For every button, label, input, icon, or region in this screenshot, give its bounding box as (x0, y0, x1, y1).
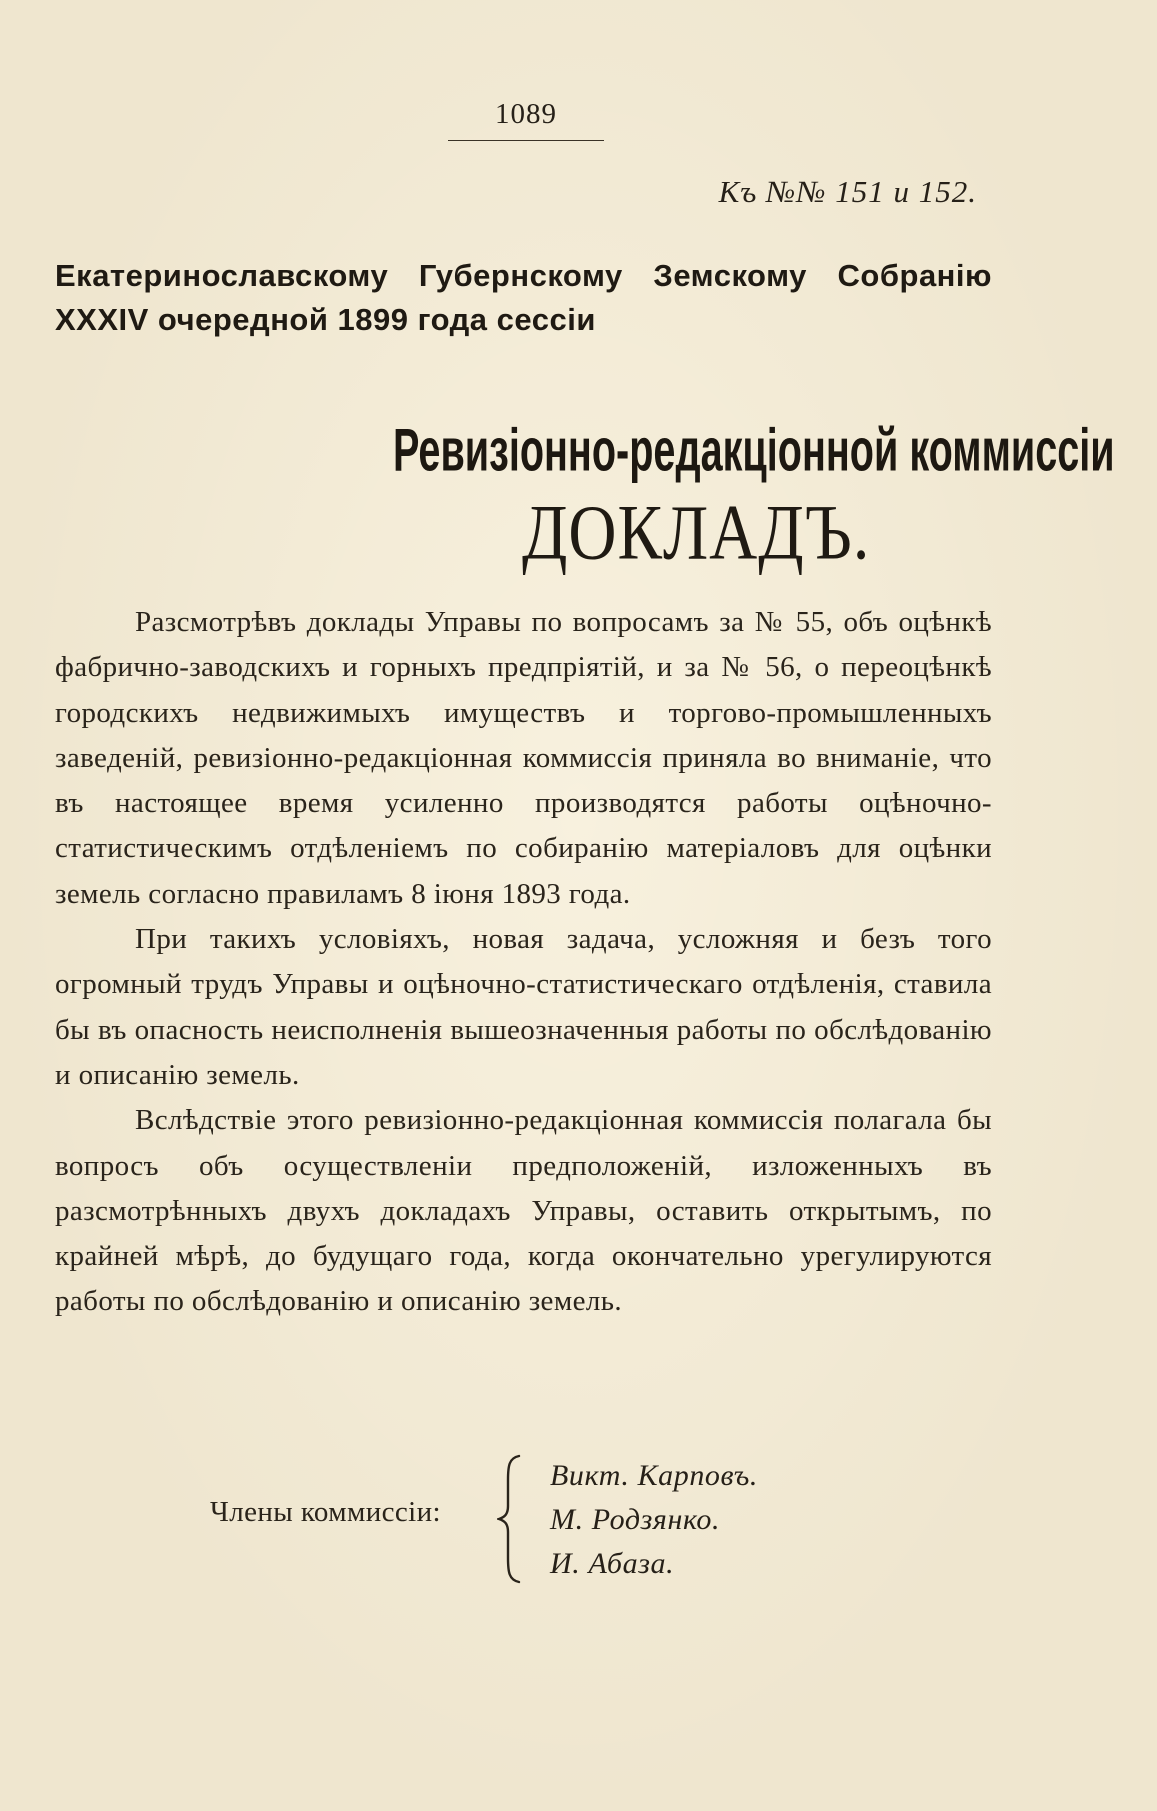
signer-name: Викт. Карповъ. (550, 1459, 759, 1492)
body-text (55, 600, 992, 1325)
reference-note: Къ №№ 151 и 152. (718, 174, 977, 209)
document-heading: ДОКЛАДЪ. (522, 488, 871, 576)
signer-name: И. Абаза. (550, 1547, 675, 1580)
curly-brace-icon (497, 1454, 523, 1584)
paragraph-1: Разсмотрѣвъ доклады Управы по вопросамъ за № 55, объ оцѣнкѣ фабрично-заводскихъ и горныхъ предпріятій, и за № 56, о переоцѣнкѣ городскихъ недвижимыхъ имуществъ и торгово-промышленныхъ заведеній, ревизіонно-редакціонная коммиссія приняла во вниманіе, что въ настоящее время усиленно производятся работы оцѣночно-статистическимъ отдѣленіемъ по собиранію матеріаловъ для оцѣнки земель согласно правиламъ 8 іюня 1893 года. (55, 606, 992, 910)
signatures-label: Члены коммиссіи: (210, 1496, 442, 1528)
paragraph-2: При такихъ условіяхъ, новая задача, усложняя и безъ того огромный трудъ Управы и оцѣночно-статистическаго отдѣленія, ставила бы въ опасность неисполненія вышеозначенныя работы по обслѣдованію и описанію земель. (55, 923, 992, 1091)
page-number: 1089 (495, 98, 557, 130)
commission-title: Ревизіонно-редакціонной коммиссіи (393, 416, 1115, 485)
signer-name: М. Родзянко. (550, 1503, 721, 1536)
page-number-rule (448, 140, 604, 141)
addressee-line-2: XXXIV очередной 1899 года сессіи (55, 302, 596, 337)
addressee-line-1: Екатеринославскому Губернскому Земскому Собранію (55, 258, 992, 293)
paragraph-3: Вслѣдствіе этого ревизіонно-редакціонная коммиссія полагала бы вопросъ объ осуществленіи предположеній, изложенныхъ въ разсмотрѣнныхъ двухъ докладахъ Управы, оставить открытымъ, по крайней мѣрѣ, до будущаго года, когда окончательно урегулируются работы по обслѣдованію и описанію земель. (55, 1104, 992, 1318)
signatures-block (210, 1454, 910, 1584)
